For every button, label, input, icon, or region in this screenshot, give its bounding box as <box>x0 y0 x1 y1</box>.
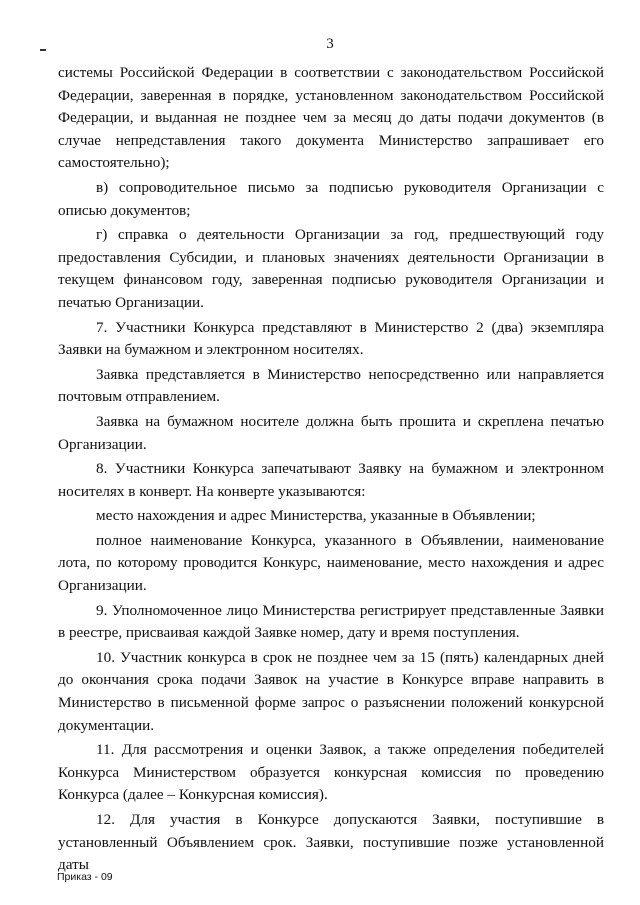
paragraph-7: 7. Участники Конкурса представляют в Министерство 2 (два) экземпляра Заявки на бумажном и электронном носителях. <box>58 318 604 359</box>
paragraph-10: 10. Участник конкурса в срок не позднее чем за 15 (пять) календарных дней до окончания срока подачи Заявок на участие в Конкурсе вправе направить в Министерство в письменной форме запрос о разъяснении положений конкурсной документации. <box>58 648 604 734</box>
paragraph-8: 8. Участники Конкурса запечатывают Заявку на бумажном и электронном носителях в конверт. На конверте указываются: <box>58 460 604 500</box>
footer-doc-code: Приказ - 09 <box>57 871 113 883</box>
paragraph-8-address: место нахождения и адрес Министерства, указанные в Объявлении; <box>96 507 536 525</box>
paragraph-continuation: системы Российской Федерации в соответствии с законодательством Российской Федерации, заверенная в порядке, установленном законодательством Российской Федерации, и выданная не позднее чем за месяц до даты подачи документов (в случае непредставления такого документа Министерство запрашивает его самостоятельно); <box>58 64 604 172</box>
page-number: 3 <box>326 36 334 52</box>
paragraph-item-g: г) справка о деятельности Организации за год, предшествующий году предоставления Субсидии, и плановых значениях деятельности Организации в текущем финансовом году, заверенная подписью руководителя Организации и печатью Организации. <box>58 226 604 311</box>
paragraph-8-name: полное наименование Конкурса, указанного в Объявлении, наименование лота, по которому проводится Конкурс, наименование, место нахождения и адрес Организации. <box>58 531 604 595</box>
scan-mark <box>40 49 46 51</box>
document-body <box>58 62 604 877</box>
paragraph-7-binding: Заявка на бумажном носителе должна быть прошита и скреплена печатью Организации. <box>58 412 604 453</box>
paragraph-item-v: в) сопроводительное письмо за подписью руководителя Организации с описью документов; <box>58 178 604 219</box>
paragraph-9: 9. Уполномоченное лицо Министерства регистрирует представленные Заявки в реестре, присваивая каждой Заявке номер, дату и время поступления. <box>58 601 604 642</box>
paragraph-11: 11. Для рассмотрения и оценки Заявок, а также определения победителей Конкурса Министерством образуется конкурсная комиссия по проведению Конкурса (далее – Конкурсная комиссия). <box>58 741 604 804</box>
paragraph-7-delivery: Заявка представляется в Министерство непосредственно или направляется почтовым отправлением. <box>58 365 604 406</box>
paragraph-12: 12. Для участия в Конкурсе допускаются Заявки, поступившие в установленный Объявлением срок. Заявки, поступившие позже установленной даты <box>58 811 604 874</box>
